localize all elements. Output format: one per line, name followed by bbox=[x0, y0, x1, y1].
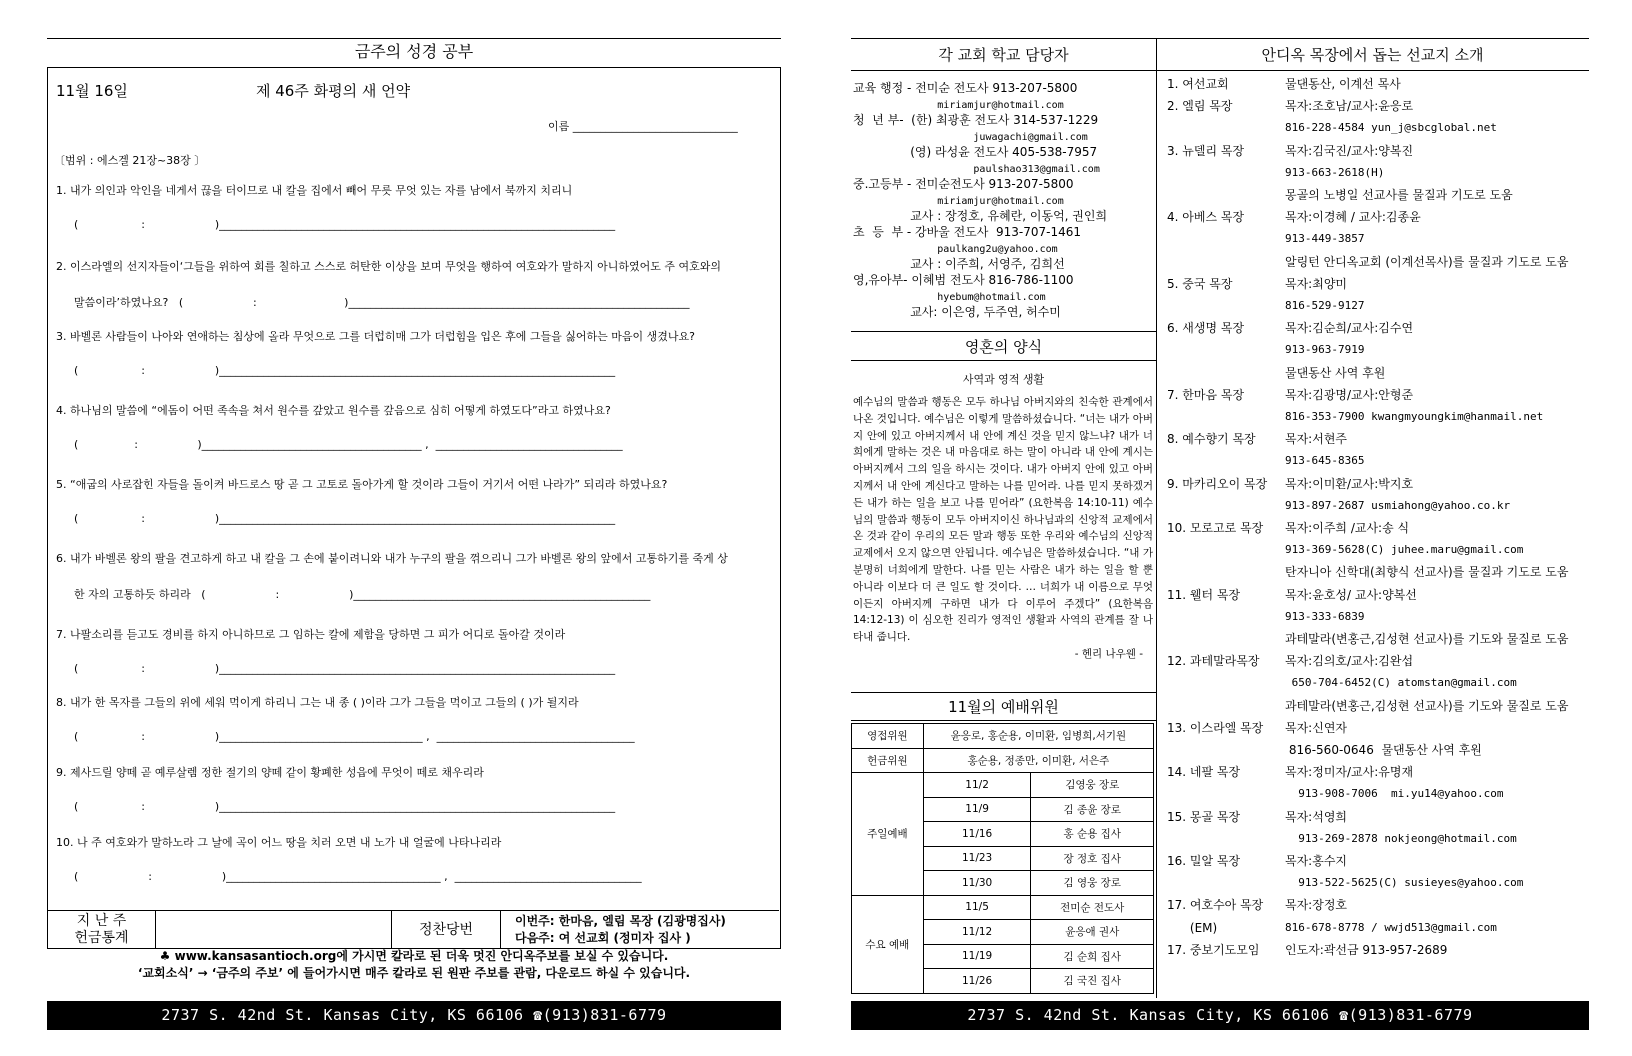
name-field[interactable]: 이름 ______________________________ bbox=[548, 120, 738, 133]
mission-entry bbox=[1167, 143, 1587, 161]
mission-info: 913-645-8365 bbox=[1285, 454, 1365, 468]
mission-entry bbox=[1167, 764, 1587, 782]
answer-line[interactable]: 말씀이라’하였나요? ( : )______________________________________________________________ bbox=[74, 296, 690, 309]
answer-line[interactable]: ( : )________________________________________________________________________ bbox=[74, 662, 616, 675]
mission-name: 1. 여선교회 bbox=[1167, 77, 1229, 91]
mission-entry bbox=[1167, 453, 1587, 471]
mission-info: 목자:정미자/교사:유명재 bbox=[1285, 765, 1414, 780]
staff-email: miriamjur@hotmail.com bbox=[853, 196, 1064, 207]
mission-info: 물댄동산 사역 후원 bbox=[1285, 365, 1386, 380]
staff-email: miriamjur@hotmail.com bbox=[853, 100, 1064, 111]
mission-entry bbox=[1167, 120, 1587, 138]
mission-info: 650-704-6452(C) atomstan@gmail.com bbox=[1285, 676, 1517, 690]
mission-info: 목자:석영희 bbox=[1285, 809, 1348, 824]
answer-line[interactable]: ( : )________________________________________________________________________ bbox=[74, 364, 616, 377]
staff-email: juwagachi@gmail.com bbox=[853, 132, 1088, 143]
mission-info: 목자:김의호/교사:김완섭 bbox=[1285, 654, 1414, 669]
service-date: 11/12 bbox=[923, 920, 1031, 945]
service-prayer: 홍 순용 집사 bbox=[1031, 822, 1154, 847]
mission-entry bbox=[1167, 165, 1587, 183]
service-date: 11/30 bbox=[923, 871, 1031, 896]
mission-info: 816-678-8778 / wwjd513@gmail.com bbox=[1285, 920, 1497, 934]
choir-duty-label: 정찬당번 bbox=[392, 911, 501, 949]
service-date: 11/19 bbox=[923, 944, 1031, 969]
staff-line: 중.고등부 - 전미순전도사 913-207-5800 bbox=[853, 177, 1074, 191]
question-text: 7. 나팔소리를 듣고도 경비를 하지 아니하므로 그 임하는 칼에 제함을 당하면 그 피가 어디로 돌아갈 것이라 bbox=[56, 628, 566, 641]
mission-info: 913-449-3857 bbox=[1285, 232, 1365, 246]
mission-name: 9. 마카리오이 목장 bbox=[1167, 476, 1268, 491]
service-prayer: 김 국진 집사 bbox=[1031, 969, 1154, 994]
mission-entry bbox=[1167, 209, 1587, 227]
mission-info: 목자:최양미 bbox=[1285, 276, 1348, 291]
service-date: 11/23 bbox=[923, 846, 1031, 871]
mission-info: 913-663-2618(H) bbox=[1285, 165, 1385, 179]
mission-entry bbox=[1167, 698, 1587, 716]
lesson-date: 11월 16일 bbox=[56, 82, 128, 100]
mission-entry bbox=[1167, 409, 1587, 427]
mission-entry bbox=[1167, 98, 1587, 116]
mission-name: 17. 여호수아 목장 bbox=[1167, 898, 1264, 913]
website-notice: ♣ www.kansasantioch.org에 가시면 칼라로 된 더욱 멋진 안디옥주보를 보실 수 있습니다. ‘교회소식’ → ‘금주의 주보’ 에 들어가시면 매주 칼라로 된 원판 주보를 관람, 다운로드 하실 수 있습니다. bbox=[137, 949, 691, 980]
question-text: 4. 하나님의 말씀에 “에돔이 어떤 족속을 쳐서 원수를 갚았고 원수를 갚음으로 심히 어떻게 하였도다”라고 하였나요? bbox=[56, 404, 611, 417]
service-label: 수요 예배 bbox=[852, 895, 924, 993]
mission-info: 913-522-5625(C) susieyes@yahoo.com bbox=[1285, 876, 1524, 890]
mission-entry bbox=[1167, 431, 1587, 449]
mission-info: 목자:김광명/교사:안형준 bbox=[1285, 387, 1414, 402]
staff-line: 교육 행정 - 전미순 전도사 913-207-5800 bbox=[853, 81, 1078, 95]
mission-info: 816-353-7900 kwangmyoungkim@hanmail.net bbox=[1285, 410, 1544, 423]
mission-entry bbox=[1167, 609, 1587, 627]
service-date: 11/16 bbox=[923, 822, 1031, 847]
mission-name: 2. 엘림 목장 bbox=[1167, 99, 1233, 114]
staff-email: hyebum@hotmail.com bbox=[853, 292, 1046, 303]
question-text: 5. “애굽의 사로잡힌 자들을 돌이켜 바드로스 땅 곧 그 고토로 돌아가게 할 것이라 그들이 거기서 어떤 나라가” 되리라 하였나요? bbox=[56, 478, 668, 491]
staff-line: (영) 라성윤 전도사 405-538-7957 bbox=[853, 145, 1098, 159]
soul-food-title: 영혼의 양식 bbox=[964, 338, 1043, 356]
mission-info: 탄자니아 신학대(최향식 선교사)를 물질과 기도로 도움 bbox=[1285, 565, 1569, 580]
service-prayer: 김 종윤 장로 bbox=[1031, 797, 1154, 822]
mission-info: 인도자:곽선금 913-957-2689 bbox=[1285, 942, 1448, 957]
mission-entry bbox=[1167, 231, 1587, 249]
mission-name: 3. 뉴델리 목장 bbox=[1167, 143, 1245, 158]
mission-entry bbox=[1167, 542, 1587, 560]
question-text: 8. 내가 한 목자를 그들의 위에 세워 먹이게 하리니 그는 내 종 ( )이라 그가 그들을 먹이고 그들의 ( )가 될지라 bbox=[56, 696, 579, 709]
mission-entry bbox=[1167, 675, 1587, 693]
staff-line: 교사: 이은영, 두주연, 허수미 bbox=[853, 305, 1061, 319]
mission-info: 목자:조호남/교사:윤응로 bbox=[1285, 99, 1414, 114]
mission-info: 목자:장정호 bbox=[1285, 898, 1348, 913]
answer-line[interactable]: ( : )________________________________________________________________________ bbox=[74, 512, 616, 525]
answer-line[interactable]: ( : )________________________________________________________________________ bbox=[74, 800, 616, 813]
staff-line: 교사 : 장정호, 유혜란, 이동억, 권인희 bbox=[853, 209, 1108, 223]
mission-info: 목자:김국진/교사:양복진 bbox=[1285, 143, 1414, 158]
mission-entry bbox=[1167, 809, 1587, 827]
mission-name: 6. 새생명 목장 bbox=[1167, 321, 1245, 336]
worship-committee-title: 11월의 예배위원 bbox=[948, 698, 1059, 716]
mission-info: 816-560-0646 물댄동산 사역 후원 bbox=[1285, 743, 1482, 757]
mission-info: 913-897-2687 usmiahong@yahoo.co.kr bbox=[1285, 498, 1511, 512]
mission-entry bbox=[1167, 342, 1587, 360]
devotional-author: - 헨리 나우웬 - bbox=[1074, 647, 1143, 660]
mission-name: 7. 한마음 목장 bbox=[1167, 387, 1245, 402]
mission-entry bbox=[1167, 875, 1587, 893]
mission-info: 물댄동산, 이계선 목사 bbox=[1285, 77, 1401, 91]
mission-entry bbox=[1167, 920, 1587, 938]
committee-row bbox=[852, 748, 1154, 773]
mission-entry bbox=[1167, 720, 1587, 738]
staff-email: paulshao313@gmail.com bbox=[853, 164, 1100, 175]
service-prayer: 김 영웅 장로 bbox=[1031, 871, 1154, 896]
mission-info: 과테말라(변홍근,김성현 선교사)를 기도와 물질로 도움 bbox=[1285, 698, 1569, 713]
mission-entry bbox=[1167, 298, 1587, 316]
mission-entry bbox=[1167, 520, 1587, 538]
offering-stats-value bbox=[156, 911, 392, 949]
mission-info: 목자:서현주 bbox=[1285, 432, 1348, 447]
answer-line[interactable]: ( : )_______________________________________ , __________________________________ bbox=[74, 870, 642, 883]
service-date: 11/5 bbox=[923, 895, 1031, 920]
mission-entry bbox=[1167, 587, 1587, 605]
mission-entry bbox=[1167, 365, 1587, 383]
mission-name: 8. 예수향기 목장 bbox=[1167, 432, 1256, 447]
service-prayer: 장 정호 집사 bbox=[1031, 846, 1154, 871]
answer-line[interactable]: ( : )_____________________________________ , ____________________________________ bbox=[74, 730, 635, 743]
church-address-left: 2737 S. 42nd St. Kansas City, KS 66106 ☎(913)831-6779 bbox=[47, 1001, 781, 1030]
mission-entry bbox=[1167, 786, 1587, 804]
staff-line: 영,유아부- 이혜범 전도사 816-786-1100 bbox=[853, 273, 1074, 287]
worship-committee-table bbox=[851, 723, 1154, 994]
mission-entry bbox=[1167, 187, 1587, 205]
mission-info: 913-908-7006 mi.yu14@yahoo.com bbox=[1285, 787, 1504, 801]
offering-footer bbox=[48, 910, 779, 950]
mission-entry bbox=[1167, 498, 1587, 516]
choir-duty-info: 이번주: 한마음, 엘림 목장 (김광명집사) 다음주: 여 선교회 (정미자 집사 ) bbox=[515, 914, 726, 945]
mission-info: 과테말라(변홍근,김성현 선교사)를 기도와 물질로 도움 bbox=[1285, 632, 1569, 646]
answer-line[interactable]: ( : )________________________________________________________________________ bbox=[74, 218, 616, 231]
mission-info: 몽골의 노병일 선교사를 물질과 기도로 도움 bbox=[1285, 188, 1513, 202]
mission-entry bbox=[1167, 831, 1587, 849]
mission-entry bbox=[1167, 631, 1587, 649]
mission-entry bbox=[1167, 853, 1587, 871]
mission-entry bbox=[1167, 76, 1587, 94]
mission-info: 816-529-9127 bbox=[1285, 299, 1365, 312]
answer-line[interactable]: ( : )________________________________________ , __________________________________ bbox=[74, 438, 623, 451]
lesson-title: 제 46주 화평의 새 언약 bbox=[256, 82, 411, 100]
offering-stats-label: 지 난 주 헌금통계 bbox=[48, 911, 156, 949]
mission-entry bbox=[1167, 564, 1587, 582]
service-row bbox=[852, 895, 1154, 920]
mission-name: (EM) bbox=[1167, 920, 1218, 935]
mission-entry bbox=[1167, 387, 1587, 405]
question-text: 3. 바벨론 사람들이 나아와 연애하는 침상에 올라 무엇으로 그를 더럽히매 그가 더럽힘을 입은 후에 그들을 싫어하는 마음이 생겼나요? bbox=[56, 330, 695, 343]
mission-info: 목자:신연자 bbox=[1285, 720, 1348, 735]
committee-label: 영접위원 bbox=[852, 724, 924, 749]
mission-info: 913-333-6839 bbox=[1285, 609, 1365, 623]
mission-info: 913-963-7919 bbox=[1285, 343, 1365, 357]
mission-name: 11. 웰터 목장 bbox=[1167, 587, 1241, 602]
mission-entry bbox=[1167, 897, 1587, 915]
committee-members: 윤응로, 홍순용, 이미환, 임병희,서기원 bbox=[923, 724, 1153, 749]
staff-email: paulkang2u@yahoo.com bbox=[853, 244, 1058, 255]
service-label: 주일예배 bbox=[852, 773, 924, 896]
mission-info: 목자:이미환/교사:박지호 bbox=[1285, 476, 1414, 491]
mission-entry bbox=[1167, 653, 1587, 671]
question-text: 1. 내가 의인과 악인을 네게서 끊을 터이므로 내 칼을 집에서 빼어 무릇 무엇 있는 자를 남에서 북까지 치리니 bbox=[56, 184, 573, 197]
mission-info: 목자:김순희/교사:김수연 bbox=[1285, 321, 1414, 336]
question-text: 2. 이스라엘의 선지자들이‘그들을 위하여 회를 칠하고 스스로 허탄한 이상을 보며 무엇을 행하여 여호와가 말하지 아니하였어도 주 여호와의 bbox=[56, 260, 721, 273]
scripture-range: 〔범위 : 에스겔 21장~38장 〕 bbox=[54, 154, 206, 167]
question-text: 9. 제사드릴 양떼 곧 예루살렘 정한 절기의 양떼 같이 황폐한 성읍에 무엇이 떼로 채우리라 bbox=[56, 766, 484, 779]
mission-info: 목자:홍수지 bbox=[1285, 854, 1348, 868]
service-date: 11/2 bbox=[923, 773, 1031, 798]
mission-entry bbox=[1167, 276, 1587, 294]
mission-name: 15. 몽골 목장 bbox=[1167, 809, 1241, 824]
mission-entry bbox=[1167, 942, 1587, 960]
mission-title: 안디옥 목장에서 돕는 선교지 소개 bbox=[1261, 46, 1484, 64]
bible-study-title: 금주의 성경 공부 bbox=[47, 38, 781, 66]
service-prayer: 전미순 전도사 bbox=[1031, 895, 1154, 920]
mission-entry bbox=[1167, 320, 1587, 338]
mission-name: 12. 과테말라목장 bbox=[1167, 654, 1260, 669]
mission-name: 14. 네팔 목장 bbox=[1167, 765, 1241, 780]
staff-line: 교사 : 이주희, 서영주, 김희선 bbox=[853, 257, 1065, 271]
mission-info: 816-228-4584 yun_j@sbcglobal.net bbox=[1285, 121, 1497, 135]
mission-name: 4. 아베스 목장 bbox=[1167, 210, 1245, 225]
committee-members: 홍순용, 정종만, 이미환, 서은주 bbox=[923, 748, 1153, 773]
mission-info: 목자:이경혜 / 교사:김종윤 bbox=[1285, 210, 1421, 225]
service-date: 11/9 bbox=[923, 797, 1031, 822]
mission-info: 목자:윤호성/ 교사:양복선 bbox=[1285, 587, 1417, 602]
mission-name: 10. 모로고로 목장 bbox=[1167, 521, 1264, 535]
answer-line[interactable]: 한 자의 고통하듯 하리라 ( : )______________________________________________________ bbox=[74, 588, 651, 601]
committee-label: 헌금위원 bbox=[852, 748, 924, 773]
staff-line: 청 년 부- (한) 최광훈 전도사 314-537-1229 bbox=[853, 113, 1099, 127]
mission-entry bbox=[1167, 476, 1587, 494]
service-prayer: 김 순희 집사 bbox=[1031, 944, 1154, 969]
bible-study-box bbox=[47, 67, 781, 949]
question-text: 10. 나 주 여호와가 말하노라 그 날에 곡이 어느 땅을 치러 오면 내 노가 내 얼굴에 나타나리라 bbox=[56, 836, 502, 849]
committee-row bbox=[852, 724, 1154, 749]
mission-entry bbox=[1167, 254, 1587, 272]
service-row bbox=[852, 773, 1154, 798]
mission-name: 13. 이스라엘 목장 bbox=[1167, 720, 1264, 735]
mission-name: 17. 중보기도모임 bbox=[1167, 942, 1260, 957]
staff-title: 각 교회 학교 담당자 bbox=[938, 46, 1069, 64]
service-date: 11/26 bbox=[923, 969, 1031, 994]
mission-info: 913-369-5628(C) juhee.maru@gmail.com bbox=[1285, 543, 1524, 557]
mission-name: 5. 중국 목장 bbox=[1167, 276, 1233, 291]
church-address-right: 2737 S. 42nd St. Kansas City, KS 66106 ☎(913)831-6779 bbox=[851, 1001, 1589, 1030]
service-prayer: 김영웅 장로 bbox=[1031, 773, 1154, 798]
service-prayer: 윤응애 권사 bbox=[1031, 920, 1154, 945]
mission-info: 알링턴 안디옥교회 (이계선목사)를 물질과 기도로 도움 bbox=[1285, 254, 1569, 269]
mission-info: 목자:이주희 /교사:송 식 bbox=[1285, 521, 1410, 535]
staff-line: 초 등 부 - 강바울 전도사 913-707-1461 bbox=[853, 225, 1081, 239]
soul-food-subtitle: 사역과 영적 생활 bbox=[962, 373, 1045, 386]
mission-name: 16. 밀알 목장 bbox=[1167, 854, 1241, 868]
mission-entry bbox=[1167, 742, 1587, 760]
question-text: 6. 내가 바벨론 왕의 팔을 견고하게 하고 내 칼을 그 손에 붙이려니와 내가 누구의 팔을 꺾으리니 그가 바벨론 왕의 앞에서 고통하기를 죽게 상 bbox=[56, 552, 728, 565]
mission-info: 913-269-2878 nokjeong@hotmail.com bbox=[1285, 831, 1517, 845]
devotional-text: 예수님의 말씀과 행동은 모두 하나님 아버지와의 친숙한 관계에서 나온 것입니다. 예수님은 이렇게 말씀하셨습니다. “너는 내가 아버지 안에 있고 아버지께서 내 안에 계신 것을 믿지 않느냐? 내가 너희에게 말하는 것은 내 마음대로 하는 말이 아니라 내 안에 계시는 아버지께서 그의 일을 하시는 것이다. 내가 아버지 안에 있고 아버지께서 내 안에 계신다고 말하는 나를 믿어라. 나를 믿지 못하겠거든 내가 하는 일을 보고 나를 믿어라” (요한복음 14:10-11) 예수님의 말씀과 행동이 모두 아버지이신 하나님과의 신앙적 교제에서 온 것과 같이 우리의 모든 말과 행동 또한 우리와 예수님의 신앙적 교제에서 오지 않으면 안됩니다. 예수님은 말씀하셨습니다. “내 가 분명히 너희에게 말한다. 나를 믿는 사람은 내가 하는 일을 할 뿐 아니라 이보다 더 큰 일도 할 것이다. … 너희가 내 이름으로 무엇이든지 아버지께 구하면 내가 다 이루어 주겠다” (요한복음 14:12-13) 이 심오한 진리가 영적인 생활과 사역의 관계를 잘 나타내 줍니다. - 헨리 나우웬 - bbox=[853, 394, 1153, 663]
